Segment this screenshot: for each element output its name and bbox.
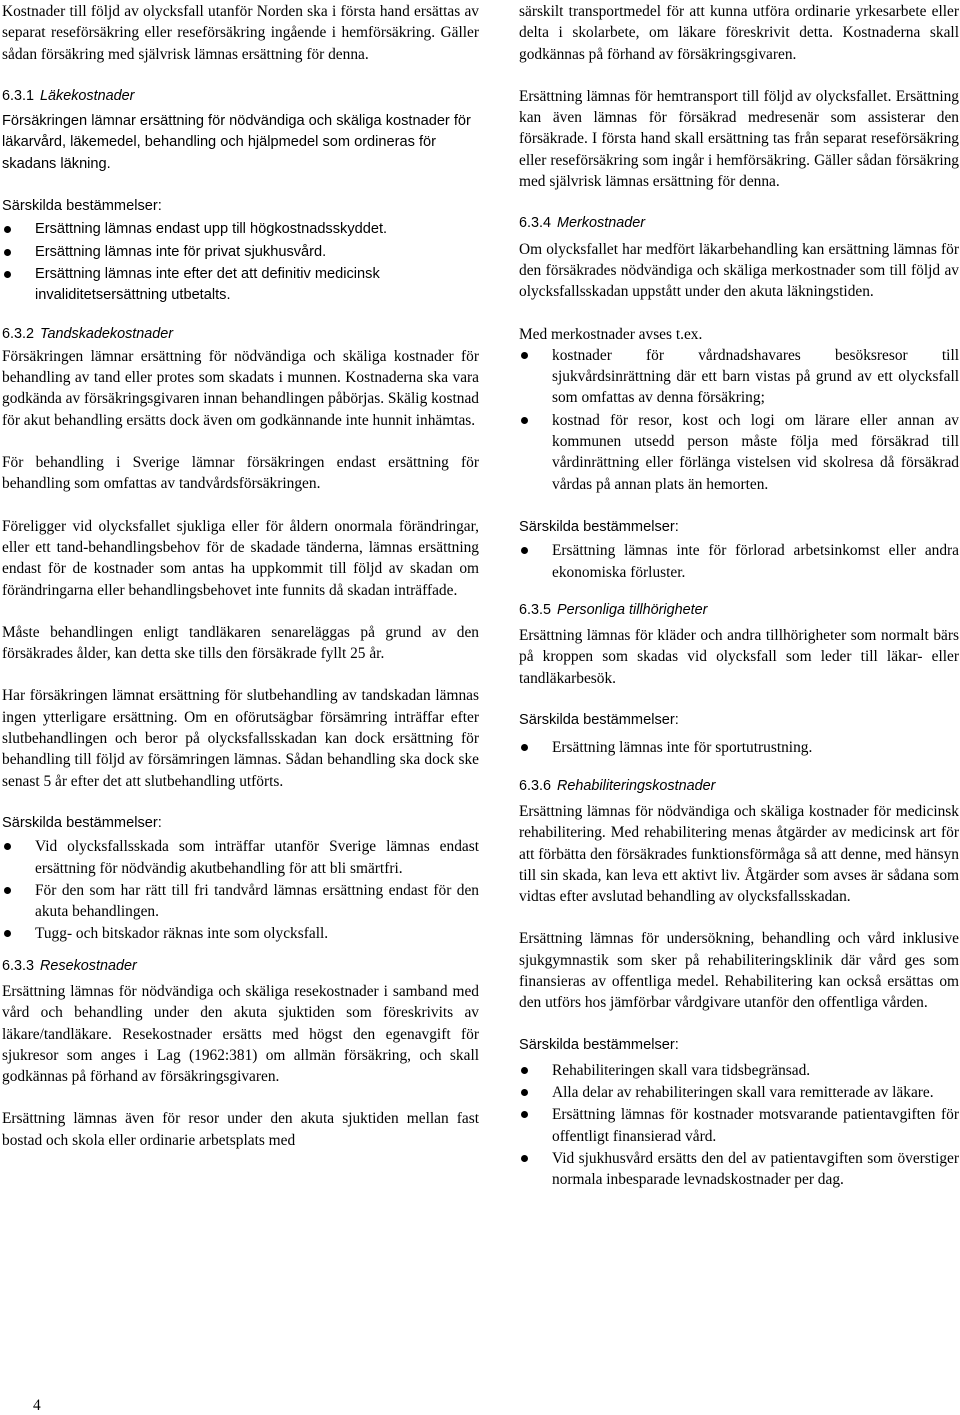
bullet-icon bbox=[521, 1089, 528, 1096]
bullet-icon bbox=[4, 249, 11, 256]
list-item bbox=[2, 264, 479, 307]
left-column bbox=[2, 0, 479, 1151]
continued-paragraph: Ersättning lämnas för hemtransport till följd av olycksfallet. Ersättning kan även lämnas för försäkrad medresenär som assisterar den försäkrade. I första hand skall ersättning tas från separat reseförsäkring eller reseförsäkring som ingår i hemförsäkring. Gäller sådan försäkring med självrisk lämnas ersättning för denna. bbox=[519, 87, 959, 191]
section-number: 6.3.3 bbox=[2, 957, 35, 974]
list-item-text: Ersättning lämnas inte för förlorad arbetsinkomst eller andra ekonomiska förluster. bbox=[552, 542, 959, 581]
section-title: Tandskadekostnader bbox=[40, 325, 174, 342]
bullet-icon bbox=[4, 226, 11, 233]
section-number: 6.3.2 bbox=[2, 325, 35, 342]
bullet-icon bbox=[4, 887, 11, 894]
special-provisions-label: Särskilda bestämmelser: bbox=[2, 814, 162, 831]
section-title: Läkekostnader bbox=[40, 87, 135, 104]
bullet-icon bbox=[521, 1111, 528, 1118]
bullet-icon bbox=[4, 930, 11, 937]
list-item-text: Alla delar av rehabiliteringen skall vara remitterade av läkare. bbox=[552, 1084, 934, 1102]
bullet-icon bbox=[4, 843, 11, 850]
list-item bbox=[2, 219, 479, 240]
list-item-text: kostnad för resor, kost och logi om lärare eller annan av kommunen utsedd person måste följa med försäkrad till vårdinrättning eller förlänga vistelsen vid skolresa då försäkrad vårdas på annan plats än hemorten. bbox=[552, 411, 959, 493]
list-item-text: Ersättning lämnas för kostnader motsvarande patientavgiften för offentligt finansierad vård. bbox=[552, 1106, 959, 1145]
bullet-icon bbox=[521, 1155, 528, 1162]
section-body: Försäkringen lämnar ersättning för nödvändiga och skäliga kostnader för läkarvård, läkemedel, behandling och hjälpmedel som ordineras för skadans läkning. bbox=[2, 113, 471, 172]
section-number: 6.3.5 bbox=[519, 601, 552, 618]
list-item-text: Tugg- och bitskador räknas inte som olycksfall. bbox=[35, 925, 329, 943]
list-item-text: kostnader för vårdnadshavares besöksresor till sjukvårdsinrättning där ett barn vistas på grund av ett olycksfall som omfattas av denna försäkring; bbox=[552, 346, 959, 407]
list-item-text: Ersättning lämnas inte efter det att definitiv medicinsk invaliditetsersättning utbetalts. bbox=[35, 265, 380, 304]
bullet-icon bbox=[521, 744, 528, 751]
list-item bbox=[519, 345, 959, 409]
list-item bbox=[519, 1148, 959, 1191]
section-number: 6.3.1 bbox=[2, 87, 35, 104]
list-item bbox=[2, 242, 479, 263]
bullet-list bbox=[519, 540, 959, 583]
section-heading-6-3-3 bbox=[2, 956, 479, 977]
page-number: 4 bbox=[33, 1397, 41, 1414]
section-body: Ersättning lämnas för nödvändiga och skäliga kostnader för medicinsk rehabilitering. Med rehabilitering menas åtgärder av medicinsk art för att förbätta den försäkrades funktionsförmåga så att denne, med hänsyn till sin skada, kan leva ett aktivt liv. Åtgärder som avses är sådana som vidtas efter avslutad behandling av olycksfallsskadan. bbox=[519, 802, 959, 906]
section-body: Ersättning lämnas för kläder och andra tillhörigheter som normalt bärs på kroppen som skadas vid olycksfall som leder till läkar- eller tandläkarbesök. bbox=[519, 627, 959, 687]
section-number: 6.3.6 bbox=[519, 777, 552, 794]
list-item bbox=[2, 923, 479, 944]
list-item-text: Ersättning lämnas inte för privat sjukhusvård. bbox=[35, 243, 327, 260]
section-body: Har försäkringen lämnat ersättning för slutbehandling av tandskadan lämnas ingen ytterligare ersättning. Om en oförutsägbar försämring inträffar efter slutbehandlingen och beror på olycksfallsskadan kan dock ersättning för behandling till följd av försämringen lämnas. Sådan behandling ska dock ske senast 5 år efter det att slutbehandling utförts. bbox=[2, 687, 479, 790]
list-item bbox=[519, 737, 959, 758]
section-body: Föreligger vid olycksfallet sjukliga eller för åldern onormala förändringar, eller ett tand-behandlingsbehov för de skadade tänderna, lämnas ersättning endast för de kostnader som antas ha uppkommit till följd av skadan om förändringarna eller behandlingsbehovet inte funnits då skadan inträffade. bbox=[2, 517, 479, 599]
bullet-list bbox=[2, 836, 479, 944]
special-provisions-label: Särskilda bestämmelser: bbox=[519, 518, 679, 535]
section-title: Personliga tillhörigheter bbox=[557, 601, 708, 618]
bullet-icon bbox=[521, 417, 528, 424]
section-heading-6-3-6 bbox=[519, 776, 959, 797]
examples-label: Med merkostnader avses t.ex. bbox=[519, 325, 703, 343]
special-provisions-label: Särskilda bestämmelser: bbox=[2, 198, 162, 215]
section-title: Merkostnader bbox=[557, 215, 645, 232]
list-item bbox=[519, 1082, 959, 1103]
section-body: Ersättning lämnas även för resor under den akuta sjuktiden mellan fast bostad och skola eller ordinarie arbetsplats med bbox=[2, 1110, 479, 1149]
section-heading-6-3-1 bbox=[2, 86, 479, 107]
list-item bbox=[519, 410, 959, 495]
bullet-icon bbox=[521, 1067, 528, 1074]
list-item-text: Vid olycksfallsskada som inträffar utanför Sverige lämnas endast ersättning för nödvändig akutbehandling för att bli smärtfri. bbox=[35, 838, 479, 877]
list-item-text: Vid sjukhusvård ersätts den del av patientavgiften som överstiger normala inbesparade levnadskostnader per dag. bbox=[552, 1150, 959, 1189]
bullet-icon bbox=[521, 352, 528, 359]
section-body: Ersättning lämnas för nödvändiga och skäliga resekostnader i samband med vård och behandling under den akuta sjuktiden som föreskrivits av läkare/tandläkare. Resekostnader ersätts med högst den egenavgift för sjukresor som anges i Lag (1962:381) om allmän försäkring, och skall godkännas på förhand av försäkringsgivaren. bbox=[2, 982, 479, 1086]
bullet-icon bbox=[4, 271, 11, 278]
section-body: Ersättning lämnas för undersökning, behandling och vård inklusive sjukgymnastik som sker på rehabiliteringsklinik där vård ges som finansieras av offentliga medel. Rehabilitering kan också ersättas om den utförs hos jämförbar vårdgivare utanför den offentliga vården. bbox=[519, 930, 959, 1012]
list-item bbox=[2, 880, 479, 923]
list-item bbox=[519, 540, 959, 583]
section-number: 6.3.4 bbox=[519, 215, 552, 232]
intro-paragraph: Kostnader till följd av olycksfall utanför Norden ska i första hand ersättas av separat reseförsäkring eller reseförsäkring ingående i hemförsäkring. Gäller sådan försäkring med självrisk lämnas ersättning för denna. bbox=[2, 3, 479, 63]
right-column bbox=[519, 0, 959, 1192]
list-item-text: Rehabiliteringen skall vara tidsbegränsad. bbox=[552, 1061, 811, 1079]
bullet-list bbox=[519, 1060, 959, 1191]
list-item-text: För den som har rätt till fri tandvård lämnas ersättning endast för den akuta behandlingen. bbox=[35, 881, 479, 921]
list-item bbox=[519, 1060, 959, 1081]
special-provisions-label: Särskilda bestämmelser: bbox=[519, 1036, 679, 1053]
section-title: Resekostnader bbox=[40, 957, 137, 974]
special-provisions-label: Särskilda bestämmelser: bbox=[519, 712, 679, 729]
section-heading-6-3-2 bbox=[2, 324, 479, 345]
section-body: Försäkringen lämnar ersättning för nödvändiga och skäliga kostnader för behandling av tand eller protes som skadats i munnen. Kostnaderna ska vara godkända av försäkringsgivaren innan behandlingen påbörjas. Skälig kostnad för akut behandling ersätts dock även om godkännande inte hunnit inhämtas. bbox=[2, 347, 479, 429]
section-body: Om olycksfallet har medfört läkarbehandling kan ersättning lämnas för den försäkrades nödvändiga och skäliga merkostnader som till följd av olycksfallsskadan uppstått under den akuta läkningstiden. bbox=[519, 240, 959, 301]
list-item-text: Ersättning lämnas endast upp till högkostnadsskyddet. bbox=[35, 221, 388, 238]
bullet-list bbox=[519, 737, 959, 758]
continued-paragraph: särskilt transportmedel för att kunna utföra ordinarie yrkesarbete eller delta i skolarbete, om läkare föreskrivit detta. Kostnaderna skall godkännas på förhand av försäkringsgivaren. bbox=[519, 3, 959, 63]
bullet-icon bbox=[521, 547, 528, 554]
bullet-list bbox=[2, 219, 479, 306]
section-heading-6-3-4 bbox=[519, 213, 959, 234]
section-body: Måste behandlingen enligt tandläkaren senareläggas på grund av den försäkrades ålder, kan detta ske tills den försäkrade fyllt 25 år. bbox=[2, 623, 479, 663]
section-heading-6-3-5 bbox=[519, 600, 959, 621]
section-body: För behandling i Sverige lämnar försäkringen endast ersättning för behandling som omfattas av tandvårdsförsäkringen. bbox=[2, 454, 479, 493]
list-item-text: Ersättning lämnas inte för sportutrustning. bbox=[552, 739, 813, 757]
list-item bbox=[2, 836, 479, 879]
list-item bbox=[519, 1104, 959, 1147]
bullet-list bbox=[519, 345, 959, 495]
section-title: Rehabiliteringskostnader bbox=[557, 777, 716, 794]
